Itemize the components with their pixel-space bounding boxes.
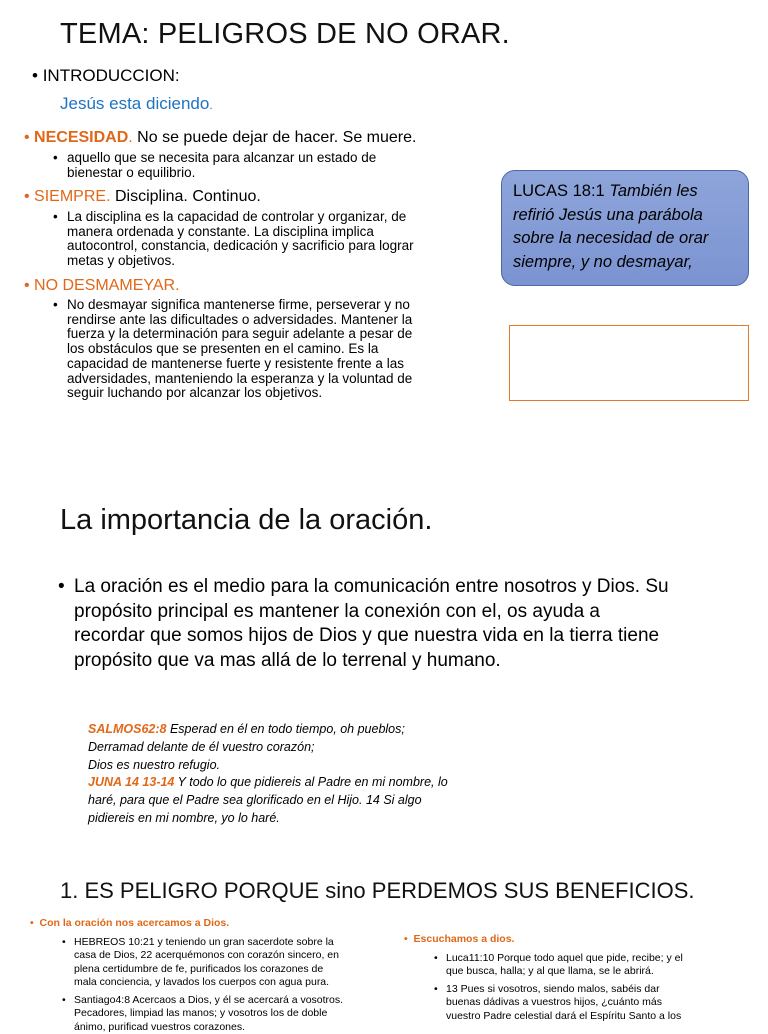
verse-callout — [501, 170, 749, 286]
verse-callout-ref: LUCAS 18:1 — [513, 182, 609, 200]
list-item: • HEBREOS 10:21 y teniendo un gran sacerdote sobre la casa de Dios, 22 acerquémonos con corazón sincero, en plena certidumbre de fe, purificados los corazones de mala conciencia, y lavados los cuerpos con agua pura. — [74, 936, 375, 990]
section-necesidad-detail: • aquello que se necesita para alcanzar un estado de bienestar o equilibrio. — [67, 151, 376, 180]
list-item: • 13 Pues si vosotros, siendo malos, sabéis dar buenas dádivas a vuestros hijos, ¿cuánto más vuestro Padre celestial dará el Espíritu Santo a los — [446, 983, 734, 1024]
slide-title: 1. ES PELIGRO PORQUE sino PERDEMOS SUS BENEFICIOS. — [60, 878, 695, 904]
list-item: • Luca11:10 Porque todo aquel que pide, recibe; y el que busca, halla; y al que llama, se le abrirá. — [446, 952, 734, 979]
list-item: • Santiago4:8 Acercaos a Dios, y él se acercará a vosotros. Pecadores, limpiad las manos; y vosotros los de doble ánimo, purificad vuestros corazones. — [74, 994, 375, 1034]
section-siempre-detail: • La disciplina es la capacidad de controlar y organizar, de manera ordenada y constante. La disciplina implica autocontrol, constancia, dedicación y sacrificio para lograr metas y objetivos. — [67, 210, 414, 269]
slide-importancia: La importancia de la oración. • La oración es el medio para la comunicación entre nosotros y Dios. Su propósito principal es mantener la conexión con el, os ayuda a recordar que somos hijos de Dios y que nuestra vida en la tierra tiene propósito que va mas allá de lo terrenal y humano. SALMOS62:8 Esperad en él en todo tiempo, oh pueblos; Derramad delante de él vuestro corazón; Dios es nuestro refugio. JUNA 14 13-14 Y todo lo que pidiereis al Padre en mi nombre, lo haré, para que el Padre sea glorificado en el Hijo. 14 Si algo pidiereis en mi nombre, yo lo haré. — [0, 478, 768, 848]
section-no-desmayar: • NO DESMAMEYAR. — [24, 276, 180, 295]
left-column: • Con la oración nos acercamos a Dios. • HEBREOS 10:21 y teniendo un gran sacerdote sobre la casa de Dios, 22 acerquémonos con corazón sincero, en plena certidumbre de fe, purificados los corazones de mala conciencia, y lavados los cuerpos con agua pura. • Santiago4:8 Acercaos a Dios, y él se acercará a vosotros. Pecadores, limpiad las manos; y vosotros los de doble ánimo, purificad vuestros corazones. — [30, 917, 375, 1034]
slide-peligros — [0, 0, 768, 470]
section-siempre: • SIEMPRE. Disciplina. Continuo. — [24, 187, 261, 206]
intro-subtext: Jesús esta diciendo. — [60, 94, 213, 114]
verse-ref: SALMOS62:8 — [88, 722, 167, 736]
body-paragraph: La oración es el medio para la comunicación entre nosotros y Dios. Su propósito principal es mantener la conexión con el, os ayuda a recordar que somos hijos de Dios y que nuestra vida en la tierra tiene propósito que va mas allá de lo terrenal y humano. — [74, 575, 734, 673]
empty-textbox — [509, 325, 749, 401]
verse-callout-text: También les refirió Jesús una parábola sobre la necesidad de orar siempre, y no desmayar, — [513, 182, 708, 271]
intro-bullet: • INTRODUCCION: — [32, 66, 180, 86]
slide-beneficios — [0, 862, 768, 1024]
slide-title: La importancia de la oración. — [60, 504, 432, 537]
slide-title: TEMA: PELIGROS DE NO ORAR. — [60, 18, 510, 51]
section-necesidad: • NECESIDAD. No se puede dejar de hacer. Se muere. — [24, 128, 416, 147]
intro-label: INTRODUCCION: — [43, 66, 180, 85]
section-no-desmayar-detail: • No desmayar significa mantenerse firme, perseverar y no rendirse ante las dificultades o adversidades. Mantener la fuerza y la determinación para seguir adelante a pesar de los obstáculos que se presenten en el camino. Es la capacidad de mantenerse fuerte y resistente frente a las adversidades, manteniendo la esperanza y la voluntad de seguir luchando por alcanzar los objetivos. — [67, 298, 412, 401]
verse-ref: JUNA 14 13-14 — [88, 775, 174, 789]
verse-block: SALMOS62:8 Esperad en él en todo tiempo, oh pueblos; Derramad delante de él vuestro corazón; Dios es nuestro refugio. JUNA 14 13-14 Y todo lo que pidiereis al Padre en mi nombre, lo haré, para que el Padre sea glorificado en el Hijo. 14 Si algo pidiereis en mi nombre, yo lo haré. — [88, 721, 468, 828]
right-heading: Escuchamos a dios. — [414, 933, 515, 945]
right-column: • Escuchamos a dios. • Luca11:10 Porque todo aquel que pide, recibe; y el que busca, halla; y al que llama, se le abrirá. • 13 Pues si vosotros, siendo malos, sabéis dar buenas dádivas a vuestros hijos, ¿cuánto más vuestro Padre celestial dará el Espíritu Santo a los — [404, 933, 734, 1023]
left-heading: Con la oración nos acercamos a Dios. — [40, 917, 230, 929]
